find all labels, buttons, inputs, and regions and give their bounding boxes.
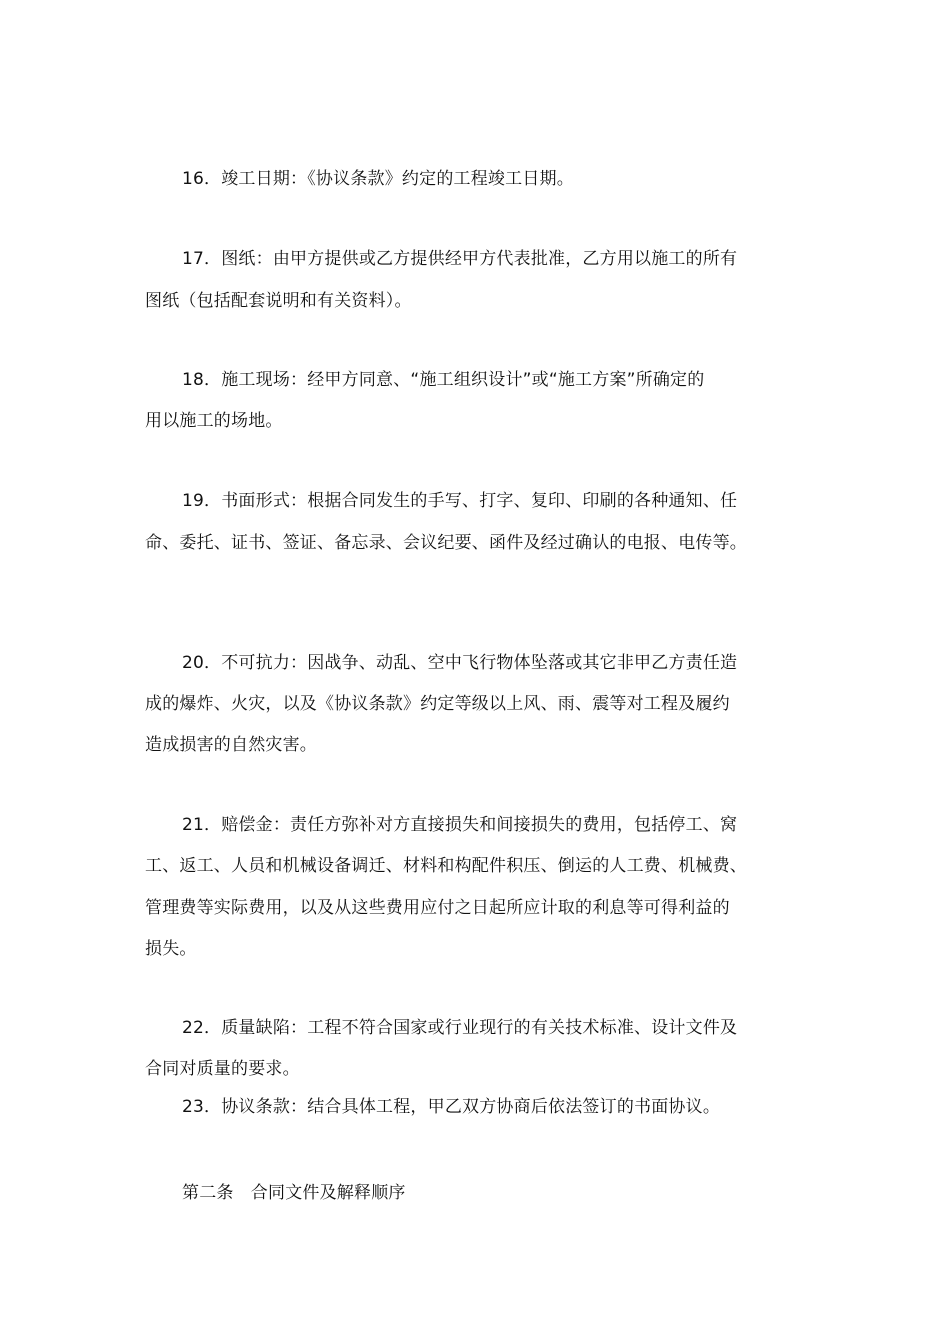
clause-23-line-1: 23．协议条款：结合具体工程，甲乙双方协商后依法签订的书面协议。	[182, 1097, 721, 1117]
clause-17-line-1: 17．图纸：由甲方提供或乙方提供经甲方代表批准，乙方用以施工的所有	[182, 249, 738, 269]
clause-20-line-3: 造成损害的自然灾害。	[145, 735, 317, 755]
clause-21-line-2: 工、返工、人员和机械设备调迁、材料和构配件积压、倒运的人工费、机械费、	[145, 856, 747, 876]
clause-17-line-2: 图纸（包括配套说明和有关资料）。	[145, 291, 412, 311]
clause-19-line-2: 命、委托、证书、签证、备忘录、会议纪要、函件及经过确认的电报、电传等。	[145, 533, 747, 553]
clause-21-line-4: 损失。	[145, 939, 197, 959]
clause-20-line-1: 20．不可抗力：因战争、动乱、空中飞行物体坠落或其它非甲乙方责任造	[182, 653, 738, 673]
clause-21-line-1: 21．赔偿金：责任方弥补对方直接损失和间接损失的费用，包括停工、窝	[182, 815, 738, 835]
clause-22-line-1: 22．质量缺陷：工程不符合国家或行业现行的有关技术标准、设计文件及	[182, 1018, 738, 1038]
section-heading: 第二条 合同文件及解释顺序	[182, 1183, 406, 1203]
clause-22-line-2: 合同对质量的要求。	[145, 1059, 300, 1079]
clause-20-line-2: 成的爆炸、火灾，以及《协议条款》约定等级以上风、雨、震等对工程及履约	[145, 694, 730, 714]
clause-18-line-2: 用以施工的场地。	[145, 411, 283, 431]
clause-18-line-1: 18．施工现场：经甲方同意、“施工组织设计”或“施工方案”所确定的	[182, 370, 705, 390]
clause-21-line-3: 管理费等实际费用，以及从这些费用应付之日起所应计取的利息等可得利益的	[145, 898, 730, 918]
clause-16-line-1: 16．竣工日期：《协议条款》约定的工程竣工日期。	[182, 169, 574, 189]
clause-19-line-1: 19．书面形式：根据合同发生的手写、打字、复印、印刷的各种通知、任	[182, 491, 738, 511]
